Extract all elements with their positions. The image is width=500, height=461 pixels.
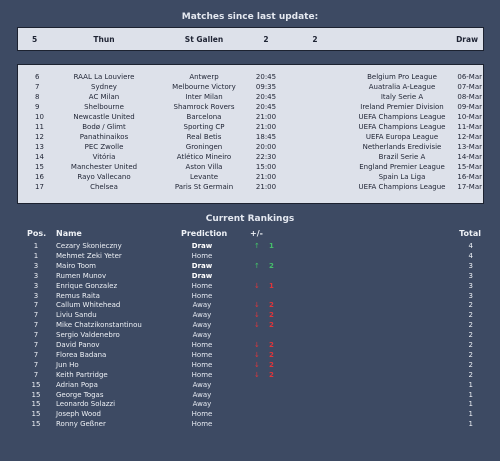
match-home-team: Newcastle United xyxy=(73,113,135,121)
ranking-row xyxy=(0,410,500,420)
col-change: +/- xyxy=(250,229,263,238)
match-home-team: Bodø / Glimt xyxy=(82,123,126,131)
player-prediction: Away xyxy=(192,380,212,389)
rank-pos: 7 xyxy=(33,360,39,369)
match-away-team: Paris St Germain xyxy=(174,183,234,191)
ranking-row xyxy=(0,242,500,252)
player-name: David Panov xyxy=(56,341,100,349)
player-total: 3 xyxy=(468,261,473,270)
match-time: 09:35 xyxy=(255,83,277,91)
match-home-team: Panathinaikos xyxy=(79,133,129,141)
match-away-team: Inter Milan xyxy=(185,93,223,101)
points-change: 2 xyxy=(269,321,274,330)
player-prediction: Away xyxy=(192,301,212,310)
player-total: 1 xyxy=(468,420,473,429)
match-id: 8 xyxy=(35,93,40,101)
match-away-team: Antwerp xyxy=(189,73,219,81)
match-home-team: Rayo Vallecano xyxy=(77,173,131,181)
rank-pos: 7 xyxy=(33,311,39,320)
points-change: 2 xyxy=(269,341,274,349)
rank-pos: 15 xyxy=(31,410,41,419)
match-league: UEFA Champions League xyxy=(358,183,446,191)
player-total: 4 xyxy=(468,242,473,250)
match-row xyxy=(18,113,483,123)
player-total: 4 xyxy=(468,251,473,260)
ranking-row xyxy=(0,272,500,282)
player-prediction: Home xyxy=(191,350,213,359)
player-total: 2 xyxy=(468,341,473,349)
match-away-team: Aston Villa xyxy=(185,163,223,171)
player-prediction: Home xyxy=(191,281,213,290)
upcoming-matches-panel xyxy=(17,64,484,204)
match-date: 09-Mar xyxy=(457,103,482,111)
arrow-down-icon: ↓ xyxy=(254,360,260,369)
ranking-row xyxy=(0,420,500,430)
match-time: 20:45 xyxy=(255,93,277,101)
match-time: 22:30 xyxy=(255,153,277,161)
player-name: Jun Ho xyxy=(56,360,79,369)
player-total: 1 xyxy=(468,400,473,409)
rank-pos: 7 xyxy=(33,321,39,330)
match-home-team: RAAL La Louviere xyxy=(73,73,135,81)
match-id: 16 xyxy=(35,173,44,181)
match-id: 7 xyxy=(35,83,40,91)
player-prediction: Draw xyxy=(191,271,213,280)
player-name: Mike Chatzikonstantinou xyxy=(56,321,142,330)
rank-pos: 3 xyxy=(33,281,39,290)
match-away-team: Barcelona xyxy=(186,113,222,121)
player-name: Mehmet Zeki Yeter xyxy=(56,251,122,260)
rank-pos: 7 xyxy=(33,341,39,349)
match-league: England Premier League xyxy=(359,163,445,171)
player-total: 3 xyxy=(468,271,473,280)
player-prediction: Home xyxy=(191,251,213,260)
match-time: 21:00 xyxy=(255,113,277,121)
rank-pos: 15 xyxy=(31,390,41,399)
match-away-team: Real Betis xyxy=(186,133,222,141)
match-date: 06-Mar xyxy=(457,73,482,81)
player-total: 2 xyxy=(468,301,473,310)
match-away-team: Melbourne Victory xyxy=(172,83,236,91)
match-row xyxy=(18,153,483,163)
player-prediction: Home xyxy=(191,341,213,349)
match-away-team: Sporting CP xyxy=(183,123,225,131)
player-total: 1 xyxy=(468,390,473,399)
ranking-row xyxy=(0,282,500,292)
points-change: 2 xyxy=(269,370,274,379)
player-prediction: Home xyxy=(191,291,213,300)
match-row xyxy=(18,93,483,103)
match-id: 14 xyxy=(35,153,44,161)
match-date: 08-Mar xyxy=(457,93,482,101)
rank-pos: 1 xyxy=(33,251,39,260)
match-time: 18:45 xyxy=(255,133,277,141)
ranking-row xyxy=(0,252,500,262)
player-name: Joseph Wood xyxy=(56,410,101,419)
last-match-away: St Gallen xyxy=(184,35,224,44)
match-date: 12-Mar xyxy=(457,133,482,141)
rank-pos: 3 xyxy=(33,291,39,300)
match-id: 17 xyxy=(35,183,44,191)
ranking-row xyxy=(0,371,500,381)
ranking-row xyxy=(0,311,500,321)
match-row xyxy=(18,73,483,83)
points-change: 1 xyxy=(269,242,274,250)
player-total: 3 xyxy=(468,281,473,290)
player-prediction: Home xyxy=(191,370,213,379)
match-row xyxy=(18,103,483,113)
match-away-team: Groningen xyxy=(185,143,223,151)
match-away-team: Atlético Mineiro xyxy=(176,153,232,161)
match-row xyxy=(18,173,483,183)
player-prediction: Home xyxy=(191,410,213,419)
match-home-team: Chelsea xyxy=(90,183,118,191)
match-date: 10-Mar xyxy=(457,113,482,121)
player-name: Sergio Valdenebro xyxy=(56,331,120,340)
player-name: Rumen Munov xyxy=(56,271,107,280)
ranking-row xyxy=(0,321,500,331)
match-id: 11 xyxy=(35,123,44,131)
player-total: 2 xyxy=(468,311,473,320)
last-match-result: Draw xyxy=(456,35,478,44)
match-away-team: Levante xyxy=(189,173,219,181)
player-name: Florea Badana xyxy=(56,350,107,359)
arrow-down-icon: ↓ xyxy=(254,370,260,379)
arrow-down-icon: ↓ xyxy=(254,350,260,359)
match-date: 17-Mar xyxy=(457,183,482,191)
match-id: 13 xyxy=(35,143,44,151)
match-time: 20:00 xyxy=(255,143,277,151)
match-id: 15 xyxy=(35,163,44,171)
last-match-home: Thun xyxy=(93,35,115,44)
player-name: George Togas xyxy=(56,390,104,399)
match-league: UEFA Europa League xyxy=(365,133,439,141)
match-home-team: Shelbourne xyxy=(84,103,124,111)
player-prediction: Home xyxy=(191,420,213,429)
match-id: 9 xyxy=(35,103,40,111)
rank-pos: 15 xyxy=(31,420,41,429)
col-pos: Pos. xyxy=(27,229,47,238)
player-prediction: Draw xyxy=(191,242,213,250)
rank-pos: 7 xyxy=(33,331,39,340)
ranking-row xyxy=(0,262,500,272)
rankings-title: Current Rankings xyxy=(205,214,295,224)
player-total: 2 xyxy=(468,331,473,340)
player-prediction: Home xyxy=(191,360,213,369)
rank-pos: 3 xyxy=(33,271,39,280)
player-name: Leonardo Solazzi xyxy=(56,400,116,409)
player-total: 1 xyxy=(468,410,473,419)
arrow-down-icon: ↓ xyxy=(254,301,260,310)
player-prediction: Draw xyxy=(191,261,213,270)
player-name: Ronny Geßner xyxy=(56,420,106,429)
match-row xyxy=(18,133,483,143)
match-home-team: Manchester United xyxy=(70,163,138,171)
last-match-panel xyxy=(17,27,484,51)
arrow-up-icon: ↑ xyxy=(254,261,260,270)
match-row xyxy=(18,163,483,173)
match-date: 16-Mar xyxy=(457,173,482,181)
arrow-down-icon: ↓ xyxy=(254,321,260,330)
match-row xyxy=(18,183,483,193)
rankings-header xyxy=(0,229,500,241)
player-name: Keith Partridge xyxy=(56,370,108,379)
match-row xyxy=(18,123,483,133)
match-time: 20:45 xyxy=(255,103,277,111)
match-time: 20:45 xyxy=(255,73,277,81)
match-row xyxy=(18,83,483,93)
match-id: 10 xyxy=(35,113,44,121)
player-name: Liviu Sandu xyxy=(56,311,97,320)
col-total: Total xyxy=(459,229,481,238)
player-name: Cezary Skonieczny xyxy=(56,242,122,250)
player-prediction: Away xyxy=(192,400,212,409)
player-total: 2 xyxy=(468,370,473,379)
player-name: Remus Raita xyxy=(56,291,100,300)
last-match-row xyxy=(18,28,483,50)
match-date: 07-Mar xyxy=(457,83,482,91)
ranking-row xyxy=(0,351,500,361)
match-league: Spain La Liga xyxy=(378,173,426,181)
player-total: 2 xyxy=(468,321,473,330)
player-total: 1 xyxy=(468,380,473,389)
points-change: 2 xyxy=(269,360,274,369)
match-date: 15-Mar xyxy=(457,163,482,171)
match-league: Netherlands Eredivisie xyxy=(362,143,442,151)
ranking-row xyxy=(0,381,500,391)
player-total: 2 xyxy=(468,360,473,369)
match-time: 21:00 xyxy=(255,173,277,181)
ranking-row xyxy=(0,341,500,351)
points-change: 1 xyxy=(269,281,274,290)
player-prediction: Away xyxy=(192,390,212,399)
ranking-row xyxy=(0,361,500,371)
match-time: 15:00 xyxy=(255,163,277,171)
ranking-row xyxy=(0,391,500,401)
match-league: Brazil Serie A xyxy=(378,153,426,161)
last-match-score-away: 2 xyxy=(312,35,318,44)
player-prediction: Away xyxy=(192,321,212,330)
match-id: 6 xyxy=(35,73,40,81)
player-total: 3 xyxy=(468,291,473,300)
points-change: 2 xyxy=(269,261,274,270)
player-prediction: Away xyxy=(192,331,212,340)
player-name: Mairo Toom xyxy=(56,261,96,270)
col-prediction: Prediction xyxy=(181,229,228,238)
rank-pos: 7 xyxy=(33,350,39,359)
points-change: 2 xyxy=(269,350,274,359)
match-league: Auatralia A-League xyxy=(368,83,436,91)
last-match-id: 5 xyxy=(32,35,38,44)
points-change: 2 xyxy=(269,311,274,320)
match-id: 12 xyxy=(35,133,44,141)
player-total: 2 xyxy=(468,350,473,359)
match-league: Ireland Premier Division xyxy=(360,103,444,111)
match-date: 13-Mar xyxy=(457,143,482,151)
match-time: 21:00 xyxy=(255,183,277,191)
rank-pos: 3 xyxy=(33,261,39,270)
player-name: Adrian Popa xyxy=(56,380,98,389)
match-time: 21:00 xyxy=(255,123,277,131)
rank-pos: 15 xyxy=(31,400,41,409)
match-home-team: PEC Zwolle xyxy=(84,143,124,151)
match-league: Italy Serie A xyxy=(380,93,424,101)
rank-pos: 7 xyxy=(33,301,39,310)
arrow-down-icon: ↓ xyxy=(254,281,260,290)
match-home-team: AC Milan xyxy=(88,93,120,101)
last-match-score-home: 2 xyxy=(263,35,269,44)
match-home-team: Vitória xyxy=(92,153,116,161)
match-away-team: Shamrock Rovers xyxy=(173,103,235,111)
arrow-up-icon: ↑ xyxy=(254,242,260,250)
rank-pos: 7 xyxy=(33,370,39,379)
ranking-row xyxy=(0,301,500,311)
player-name: Callum Whitehead xyxy=(56,301,121,310)
matches-title: Matches since last update: xyxy=(181,12,319,22)
points-change: 2 xyxy=(269,301,274,310)
match-league: UEFA Champions League xyxy=(358,113,446,121)
player-prediction: Away xyxy=(192,311,212,320)
match-row xyxy=(18,143,483,153)
match-date: 11-Mar xyxy=(457,123,482,131)
ranking-row xyxy=(0,400,500,410)
arrow-down-icon: ↓ xyxy=(254,311,260,320)
col-name: Name xyxy=(56,229,82,238)
player-name: Enrique Gonzalez xyxy=(56,281,118,290)
rank-pos: 15 xyxy=(31,380,41,389)
ranking-row xyxy=(0,331,500,341)
rank-pos: 1 xyxy=(33,242,39,250)
match-date: 14-Mar xyxy=(457,153,482,161)
match-home-team: Sydney xyxy=(91,83,117,91)
arrow-down-icon: ↓ xyxy=(254,341,260,349)
match-league: Belgium Pro League xyxy=(367,73,437,81)
match-league: UEFA Champions League xyxy=(358,123,446,131)
ranking-row xyxy=(0,292,500,302)
